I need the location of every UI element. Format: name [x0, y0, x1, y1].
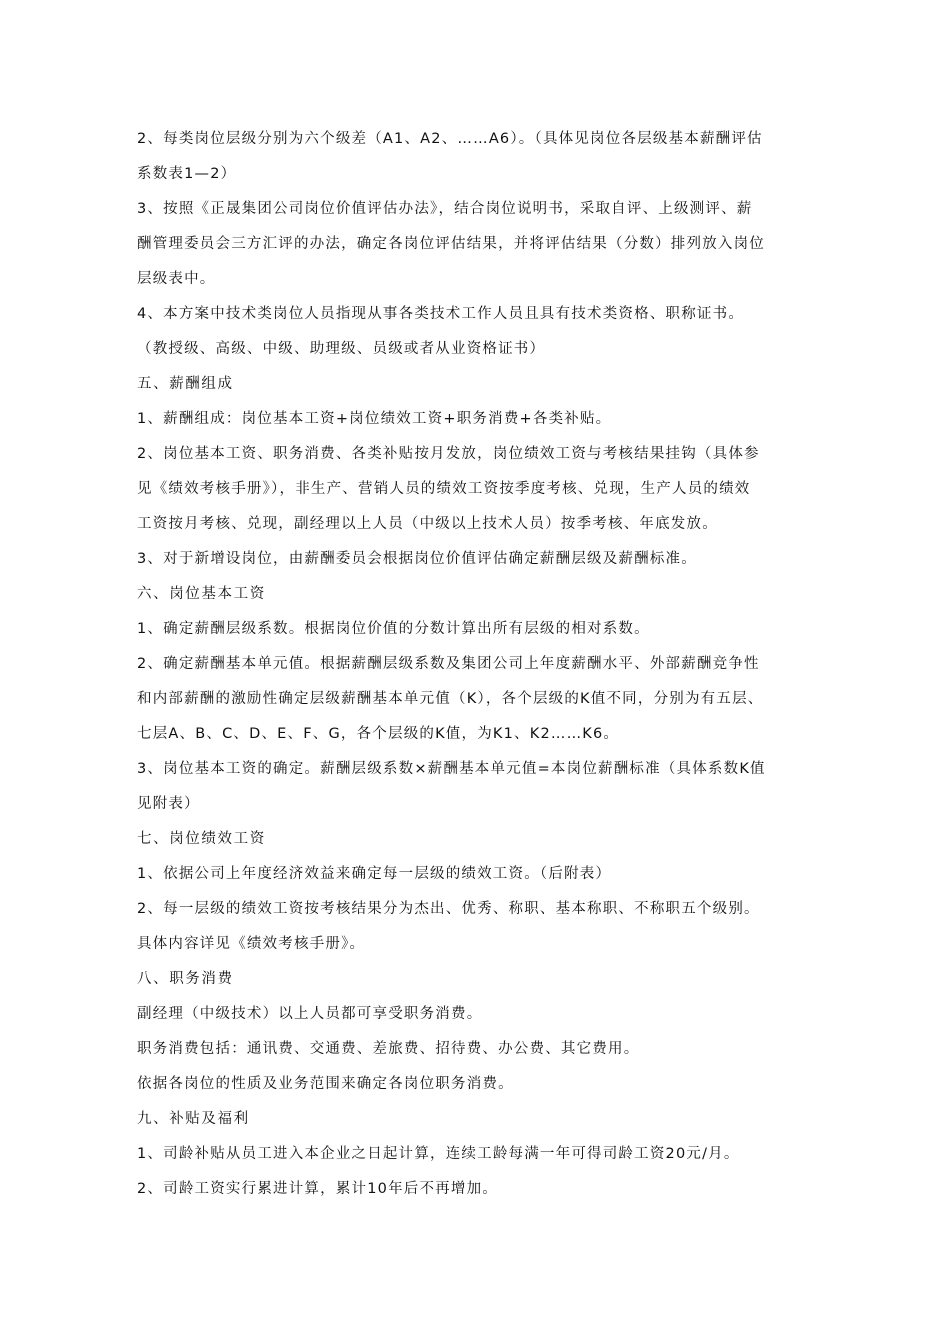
paragraph-line: 1、薪酬组成：岗位基本工资+岗位绩效工资+职务消费+各类补贴。 [137, 411, 612, 427]
paragraph-line: 1、司龄补贴从员工进入本企业之日起计算，连续工龄每满一年可得司龄工资20元/月。 [137, 1146, 740, 1162]
section-heading: 七、岗位绩效工资 [137, 831, 266, 847]
section-heading: 五、薪酬组成 [137, 376, 234, 392]
paragraph-line: 1、依据公司上年度经济效益来确定每一层级的绩效工资。（后附表） [137, 866, 612, 882]
section-heading: 九、补贴及福利 [137, 1111, 250, 1127]
paragraph-line: 4、本方案中技术类岗位人员指现从事各类技术工作人员且具有技术类资格、职称证书。 [137, 306, 745, 322]
paragraph-line: 职务消费包括：通讯费、交通费、差旅费、招待费、办公费、其它费用。 [137, 1041, 640, 1057]
paragraph-line: 3、对于新增设岗位，由薪酬委员会根据岗位价值评估确定薪酬层级及薪酬标准。 [137, 551, 697, 567]
paragraph-line: 3、按照《正晟集团公司岗位价值评估办法》，结合岗位说明书，采取自评、上级测评、薪 [137, 201, 753, 217]
paragraph-line: 酬管理委员会三方汇评的办法，确定各岗位评估结果，并将评估结果（分数）排列放入岗位 [137, 236, 765, 252]
paragraph-line: 2、岗位基本工资、职务消费、各类补贴按月发放，岗位绩效工资与考核结果挂钩（具体参 [137, 446, 760, 462]
section-heading: 八、职务消费 [137, 971, 234, 987]
paragraph-line: 和内部薪酬的激励性确定层级薪酬基本单元值（K），各个层级的K值不同，分别为有五层、 [137, 691, 764, 707]
paragraph-line: （教授级、高级、中级、助理级、员级或者从业资格证书） [137, 341, 546, 357]
paragraph-line: 3、岗位基本工资的确定。薪酬层级系数×薪酬基本单元值=本岗位薪酬标准（具体系数K值 [137, 761, 766, 777]
section-heading: 六、岗位基本工资 [137, 586, 266, 602]
paragraph-line: 1、确定薪酬层级系数。根据岗位价值的分数计算出所有层级的相对系数。 [137, 621, 650, 637]
paragraph-line: 见附表） [137, 796, 200, 812]
paragraph-line: 具体内容详见《绩效考核手册》。 [137, 936, 366, 952]
paragraph-line: 层级表中。 [137, 271, 216, 287]
paragraph-line: 2、确定薪酬基本单元值。根据薪酬层级系数及集团公司上年度薪酬水平、外部薪酬竞争性 [137, 656, 760, 672]
paragraph-line: 2、每类岗位层级分别为六个级差（A1、A2、……A6）。（具体见岗位各层级基本薪酬评估 [137, 131, 763, 147]
paragraph-line: 2、每一层级的绩效工资按考核结果分为杰出、优秀、称职、基本称职、不称职五个级别。 [137, 901, 760, 917]
paragraph-line: 系数表1—2） [137, 166, 237, 182]
paragraph-line: 工资按月考核、兑现，副经理以上人员（中级以上技术人员）按季考核、年底发放。 [137, 516, 718, 532]
paragraph-line: 见《绩效考核手册》），非生产、营销人员的绩效工资按季度考核、兑现，生产人员的绩效 [137, 481, 751, 497]
paragraph-line: 七层A、B、C、D、E、F、G，各个层级的K值，为K1、K2……K6。 [137, 726, 620, 742]
paragraph-line: 依据各岗位的性质及业务范围来确定各岗位职务消费。 [137, 1076, 514, 1092]
paragraph-line: 副经理（中级技术）以上人员都可享受职务消费。 [137, 1006, 483, 1022]
paragraph-line: 2、司龄工资实行累进计算，累计10年后不再增加。 [137, 1181, 498, 1197]
